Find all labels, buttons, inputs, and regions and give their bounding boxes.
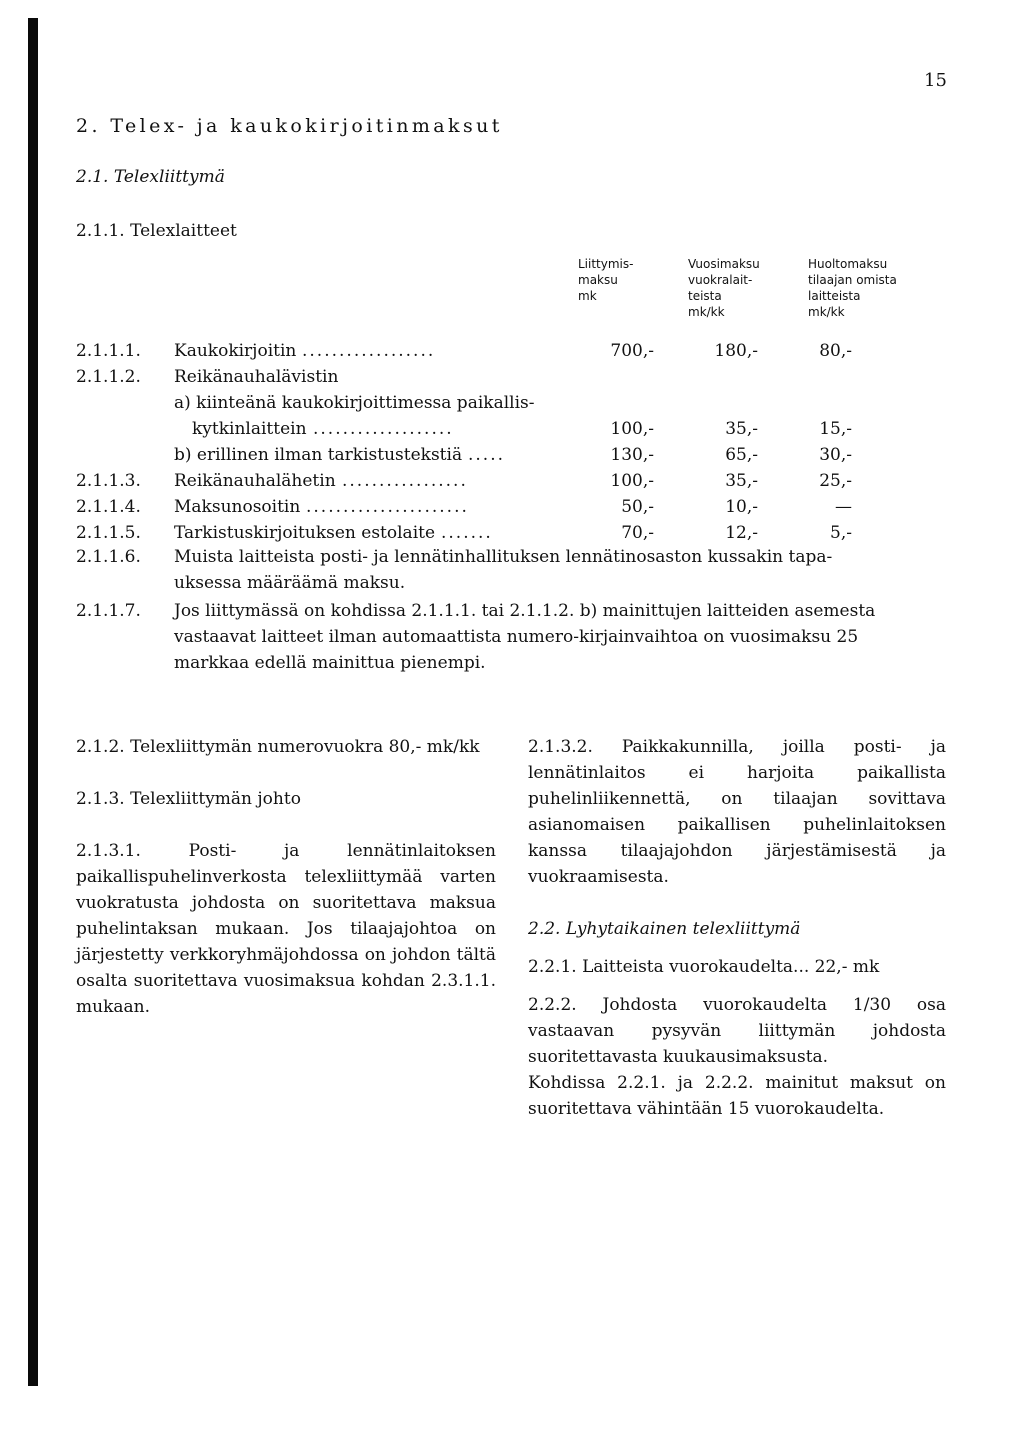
- paragraph-2-2-1: 2.2.1. Laitteista vuorokaudelta... 22,- mk: [528, 957, 880, 977]
- row-label: Maksunosoitin: [174, 497, 301, 517]
- connection-fee-value: 50,-: [621, 497, 654, 517]
- annual-fee-value: 180,-: [714, 341, 758, 361]
- page-number: 15: [924, 70, 947, 91]
- annual-fee-value: 12,-: [725, 523, 758, 543]
- leader-dots: ......................: [306, 497, 469, 517]
- leader-dots: ...................: [313, 419, 454, 439]
- table-row: [76, 468, 956, 494]
- paragraph-2-1-2: 2.1.2. Telexliittymän numerovuokra 80,- mk/kk: [76, 737, 480, 757]
- paragraph-2-1-3-1: 2.1.3.1. Posti- ja lennätinlaitoksen paikallispuhelinverkosta telexliittymää varten vuokratusta johdosta on suoritettava maksua puhelintaksan mukaan. Jos tilaajajohtoa on järjestetty verkkoryhmäjohdossa on johdon tältä osalta suoritettava vuosimaksua kohdan 2.3.1.1. mukaan.: [76, 841, 496, 1017]
- table-row: [76, 390, 956, 416]
- maintenance-fee-value: 30,-: [819, 445, 852, 465]
- maintenance-fee-value: 5,-: [830, 523, 852, 543]
- paragraph-kohdissa: Kohdissa 2.2.1. ja 2.2.2. mainitut maksut on suoritettava vähintään 15 vuorokaudelta.: [528, 1073, 946, 1119]
- connection-fee-value: 70,-: [621, 523, 654, 543]
- row-number: 2.1.1.5.: [76, 523, 141, 543]
- table-row: [76, 364, 956, 390]
- heading-2-1-3: 2.1.3. Telexliittymän johto: [76, 789, 301, 809]
- row-number: 2.1.1.1.: [76, 341, 141, 361]
- row-label: kytkinlaittein: [192, 419, 307, 439]
- right-column: [528, 734, 946, 1122]
- maintenance-fee-value: 25,-: [819, 471, 852, 491]
- leader-dots: .................: [342, 471, 468, 491]
- maintenance-fee-value: 15,-: [819, 419, 852, 439]
- column-header-annual-fee: Vuosimaksu vuokralait- teista mk/kk: [688, 257, 760, 319]
- section-heading: 2. Telex- ja kaukokirjoitinmaksut: [76, 115, 503, 137]
- row-label: Reikänauhalähetin: [174, 471, 336, 491]
- row-number: 2.1.1.2.: [76, 367, 141, 387]
- row-number: 2.1.1.4.: [76, 497, 141, 517]
- table-row: [76, 416, 956, 442]
- connection-fee-value: 100,-: [610, 471, 654, 491]
- leader-dots: .....: [468, 445, 506, 465]
- connection-fee-value: 700,-: [610, 341, 654, 361]
- row-label: b) erillinen ilman tarkistustekstiä: [174, 445, 463, 465]
- row-label: Tarkistuskirjoituksen estolaite: [174, 523, 436, 543]
- subsection-heading: 2.1. Telexliittymä: [76, 167, 225, 187]
- row-number: 2.1.1.3.: [76, 471, 141, 491]
- table-row: [76, 442, 956, 468]
- connection-fee-value: 100,-: [610, 419, 654, 439]
- table-row: [76, 520, 956, 546]
- left-column: [76, 734, 496, 1020]
- annual-fee-value: 35,-: [725, 419, 758, 439]
- annual-fee-value: 65,-: [725, 445, 758, 465]
- row-label: a) kiinteänä kaukokirjoittimessa paikallis-: [174, 393, 535, 413]
- paragraph-2-2-2: 2.2.2. Johdosta vuorokaudelta 1/30 osa vastaavan pysyvän liittymän johdosta suoritettavasta kuukausimaksusta.: [528, 995, 946, 1067]
- column-header-maintenance-fee: Huoltomaksu tilaajan omista laitteista mk/kk: [808, 257, 897, 319]
- annual-fee-value: 35,-: [725, 471, 758, 491]
- maintenance-fee-value: 80,-: [819, 341, 852, 361]
- leader-dots: ..................: [302, 341, 436, 361]
- column-header-connection-fee: Liittymis- maksu mk: [578, 257, 634, 303]
- table-row: [76, 338, 956, 364]
- subsubsection-heading: 2.1.1. Telexlaitteet: [76, 221, 237, 241]
- annual-fee-value: 10,-: [725, 497, 758, 517]
- heading-2-2: 2.2. Lyhytaikainen telexliittymä: [528, 919, 801, 939]
- maintenance-fee-value: —: [835, 497, 852, 517]
- row-label: Reikänauhalävistin: [174, 367, 339, 387]
- leader-dots: .......: [441, 523, 493, 543]
- table-row: [76, 494, 956, 520]
- row-label: Kaukokirjoitin: [174, 341, 297, 361]
- connection-fee-value: 130,-: [610, 445, 654, 465]
- paragraph-2-1-3-2: 2.1.3.2. Paikkakunnilla, joilla posti- ja lennätinlaitos ei harjoita paikallista puhelinliikennettä, on tilaajan sovittava asianomaisen paikallisen puhelinlaitoksen kanssa tilaajajohdon järjestämisestä ja vuokraamisesta.: [528, 737, 946, 887]
- scan-edge-bar: [28, 18, 38, 1386]
